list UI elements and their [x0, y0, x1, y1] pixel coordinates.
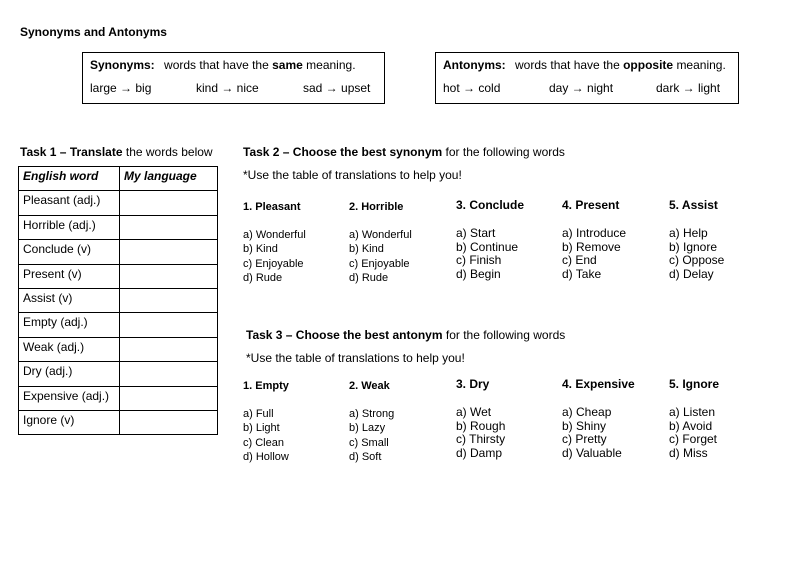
synonyms-emphasis: same	[272, 58, 303, 72]
option[interactable]: d) Hollow	[243, 451, 289, 463]
option[interactable]: d) Soft	[349, 451, 382, 463]
option[interactable]: c) Oppose	[669, 253, 725, 268]
option[interactable]: d) Begin	[456, 267, 501, 282]
translation-cell[interactable]	[120, 264, 218, 288]
option[interactable]: b) Shiny	[562, 418, 607, 433]
question-title: 3. Dry	[456, 377, 490, 391]
option[interactable]: b) Ignore	[669, 239, 718, 254]
option[interactable]: b) Kind	[349, 243, 384, 255]
table-row	[19, 386, 218, 410]
table-row	[19, 191, 218, 215]
table-row	[19, 410, 218, 434]
translation-cell[interactable]	[120, 410, 218, 434]
option[interactable]: c) Enjoyable	[349, 257, 410, 270]
task2-question-2	[349, 200, 412, 286]
task2-note: *Use the table of translations to help you!	[243, 168, 462, 182]
question-title: 5. Ignore	[669, 377, 720, 391]
translation-cell[interactable]	[120, 288, 218, 312]
synonyms-definition-box	[82, 52, 385, 104]
table-row	[19, 240, 218, 264]
antonyms-definition-box	[435, 52, 739, 104]
option[interactable]: b) Light	[243, 422, 280, 434]
table-header-row	[19, 167, 218, 191]
english-word: Dry (adj.)	[19, 362, 120, 386]
antonym-example: day → night	[549, 81, 614, 95]
option[interactable]: a) Introduce	[562, 225, 627, 240]
english-word: Pleasant (adj.)	[19, 191, 120, 215]
question-title: 2. Horrible	[349, 201, 404, 213]
option[interactable]: a) Start	[456, 225, 496, 240]
option[interactable]: c) Forget	[669, 432, 718, 447]
option[interactable]: c) End	[562, 253, 597, 268]
option[interactable]: a) Wonderful	[349, 228, 412, 241]
english-word: Horrible (adj.)	[19, 215, 120, 239]
english-word: Conclude (v)	[19, 240, 120, 264]
antonym-example: dark → light	[656, 81, 721, 95]
option[interactable]: a) Strong	[349, 407, 395, 420]
task1-heading: Task 1 – Translate the words below	[20, 145, 213, 159]
english-word: Assist (v)	[19, 288, 120, 312]
translation-table	[18, 166, 218, 435]
option[interactable]: c) Enjoyable	[243, 257, 304, 270]
option[interactable]: a) Cheap	[562, 404, 612, 419]
question-title: 4. Expensive	[562, 377, 635, 391]
task2-question-5	[669, 199, 724, 282]
task3-question-3	[456, 378, 505, 461]
table-row	[19, 264, 218, 288]
option[interactable]: d) Delay	[669, 267, 714, 282]
question-title: 2. Weak	[349, 380, 390, 392]
task2-question-3	[456, 199, 524, 282]
table-row	[19, 288, 218, 312]
option[interactable]: d) Take	[562, 267, 602, 282]
english-word: Ignore (v)	[19, 410, 120, 434]
task3-note: *Use the table of translations to help you!	[246, 351, 465, 365]
option[interactable]: b) Continue	[456, 239, 519, 254]
english-word: Weak (adj.)	[19, 337, 120, 361]
question-title: 5. Assist	[669, 198, 718, 212]
task3-heading: Task 3 – Choose the best antonym for the following words	[246, 328, 566, 342]
translation-cell[interactable]	[120, 337, 218, 361]
option[interactable]: a) Listen	[669, 404, 716, 419]
task3-question-5	[669, 378, 719, 461]
antonyms-emphasis: opposite	[623, 58, 674, 72]
option[interactable]: a) Wet	[456, 404, 492, 419]
question-title: 4. Present	[562, 198, 620, 212]
task2-heading: Task 2 – Choose the best synonym for the following words	[243, 145, 565, 159]
option[interactable]: c) Clean	[243, 436, 284, 449]
option[interactable]: b) Remove	[562, 239, 621, 254]
question-title: 1. Pleasant	[243, 201, 301, 213]
option[interactable]: b) Lazy	[349, 422, 386, 434]
question-title: 1. Empty	[243, 380, 289, 392]
task3-question-2	[349, 379, 394, 465]
synonym-example: kind → nice	[196, 81, 259, 95]
option[interactable]: c) Pretty	[562, 432, 607, 447]
option[interactable]: a) Full	[243, 407, 274, 420]
option[interactable]: b) Kind	[243, 243, 278, 255]
translation-cell[interactable]	[120, 240, 218, 264]
translation-cell[interactable]	[120, 215, 218, 239]
option[interactable]: b) Avoid	[669, 418, 713, 433]
table-row	[19, 313, 218, 337]
antonyms-label: Antonyms:	[443, 58, 506, 72]
synonyms-definition: Synonyms: words that have the same meaning.	[90, 58, 356, 72]
table-row	[19, 362, 218, 386]
task2-question-4	[562, 199, 626, 282]
antonyms-definition: Antonyms: words that have the opposite meaning.	[443, 58, 726, 72]
translation-cell[interactable]	[120, 313, 218, 337]
header-english-word: English word	[19, 167, 120, 191]
english-word: Expensive (adj.)	[19, 386, 120, 410]
option[interactable]: d) Damp	[456, 446, 503, 461]
page-title: Synonyms and Antonyms	[20, 25, 167, 39]
english-word: Empty (adj.)	[19, 313, 120, 337]
option[interactable]: c) Finish	[456, 253, 502, 268]
synonym-example: large → big	[90, 81, 152, 95]
translation-cell[interactable]	[120, 386, 218, 410]
table-row	[19, 215, 218, 239]
option[interactable]: b) Rough	[456, 418, 506, 433]
option[interactable]: d) Miss	[669, 446, 708, 461]
question-title: 3. Conclude	[456, 198, 525, 212]
option[interactable]: d) Rude	[243, 272, 283, 284]
translation-cell[interactable]	[120, 362, 218, 386]
task3-question-4	[562, 378, 635, 461]
task2-question-1	[243, 200, 306, 286]
option[interactable]: a) Wonderful	[243, 228, 306, 241]
option[interactable]: c) Thirsty	[456, 432, 506, 447]
translation-cell[interactable]	[120, 191, 218, 215]
synonyms-label: Synonyms:	[90, 58, 155, 72]
option[interactable]: d) Rude	[349, 272, 389, 284]
table-row	[19, 337, 218, 361]
header-my-language: My language	[120, 167, 218, 191]
synonym-example: sad → upset	[303, 81, 371, 95]
antonym-example: hot → cold	[443, 81, 501, 95]
option[interactable]: a) Help	[669, 225, 708, 240]
english-word: Present (v)	[19, 264, 120, 288]
option[interactable]: c) Small	[349, 436, 389, 449]
task3-question-1	[243, 379, 289, 465]
option[interactable]: d) Valuable	[562, 446, 622, 461]
